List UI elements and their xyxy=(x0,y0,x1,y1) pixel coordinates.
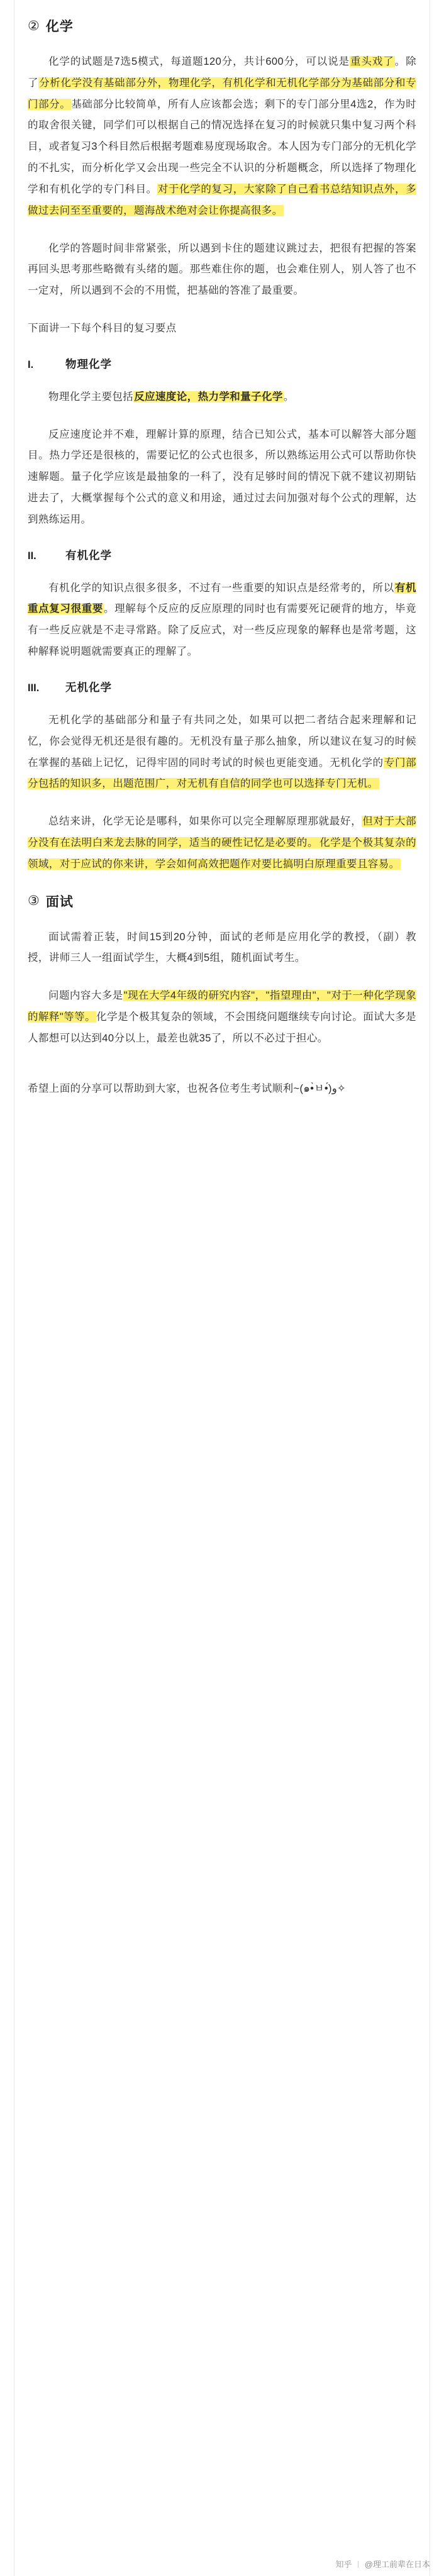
article-content xyxy=(0,0,444,1099)
closing-message: 希望上面的分享可以帮助到大家，也祝各位考生考试顺利~(๑•̀ㅂ•́)و✧ xyxy=(28,1082,346,1094)
subsection-title: 物理化学 xyxy=(65,357,112,370)
paragraph: 面试需着正装，时间15到20分钟，面试的老师是应用化学的教授，（副）教授，讲师三人一组面试学生，大概4到5组，随机面试考生。 xyxy=(28,931,416,964)
highlighted-text: 但对于大部分没有在法明白来龙去脉的同学，适当的硬性记忆是必要的。 xyxy=(28,816,416,848)
highlighted-text: 重头戏了 xyxy=(350,56,394,67)
paragraph: 化学的答题时间非常紧张，所以遇到卡住的题建议跳过去，把很有把握的答案再回头思考那些略微有头绪的题。那些难住你的题，也会难住别人，别人答了也不一定对，所以遇到不会的不用慌，把基础的答准了最重要。 xyxy=(28,242,416,297)
paragraph: 问题内容大多是"现在大学4年级的研究内容"，"指望理由"，"对于一种化学现象的解释"等等。化学是个极其复杂的领域，不会围绕问题继续专向讨论。面试大多是人都想可以达到40分以上，最差也就35了，所以不必过于担心。 xyxy=(28,990,417,1044)
paragraph: 化学的试题是7选5模式，每道题120分，共计600分，可以说是重头戏了。除了分析化学没有基础部分外，物理化学，有机化学和无机化学部分为基础部分和专门部分。基础部分比较简单，所有人应该都会选；剩下的专门部分里4选2，作为时的取舍很关键，同学们可以根据自己的情况选择在复习的时候就只集中复习两个科目，或者复习3个科目然后根据考题难易度现场取舍。本人因为专门部分的无机化学的不扎实，而分析化学又会出现一些完全不认识的分析题概念，所以选择了物理化学和有机化学的专门科目。对于化学的复习，大家除了自己看书总结知识点外，多做过去问至至重要的，题海战术绝对会让你提高很多。 xyxy=(28,56,417,216)
highlighted-text: 化学是个极其复杂的领域，对于应试的你来讲，学会如何高效把题作对要比搞明白原理重要且容易。 xyxy=(28,836,416,870)
paragraph: 反应速度论并不难，理解计算的原理，结合已知公式，基本可以解答大部分题目。热力学还是很核的，需要记忆的公式也很多，所以熟练运用公式可以帮助你快速解题。量子化学应该是最抽象的一科了，没有足够时间的情况下就不建议初期钻进去了，大概掌握每个公式的意义和用途，通过过去问加强对每个公式的理解，达到熟练运用。 xyxy=(28,428,416,525)
highlighted-text: 对于化学的复习，大家除了自己看书总结知识点外，多做过去问至至重要的，题海战术绝对会让你提高很多。 xyxy=(28,183,416,216)
paragraph: 下面讲一下每个科目的复习要点 xyxy=(28,322,177,334)
footer-attribution xyxy=(0,2558,444,2570)
highlighted-text: "现在大学4年级的研究内容"，"指望理由"，"对于一种化学现象的解释"等等。 xyxy=(28,990,416,1023)
section-number: ③ xyxy=(28,894,40,909)
subsection-heading-organic-chemistry xyxy=(28,547,416,563)
zhihu-brand: 知乎 xyxy=(335,2560,352,2569)
section-title: 化学 xyxy=(45,19,74,34)
paragraph: 有机化学的知识点很多很多，不过有一些重要的知识点是经常考的，所以有机重点复习很重要。理解每个反应的反应原理的同时也有需要死记硬背的地方，毕竟有一些反应就是不走寻常路。除了反应式，对一些反应现象的解释也是常考题，这种解释说明题就需要真正的理解了。 xyxy=(28,582,416,658)
section-heading-chemistry xyxy=(28,16,416,35)
highlighted-text: 反应速度论，热力学和量子化学 xyxy=(134,391,283,402)
subsection-number: II. xyxy=(28,550,36,562)
paragraph: 物理化学主要包括反应速度论，热力学和量子化学。 xyxy=(48,391,294,402)
subsection-title: 无机化学 xyxy=(65,680,112,694)
highlighted-text: 分析化学没有基础部分外，物理化学，有机化学和无机化学部分为基础部分和专门部分。 xyxy=(28,77,417,110)
section-heading-interview xyxy=(28,892,416,911)
subsection-heading-inorganic-chemistry xyxy=(28,679,416,695)
subsection-heading-physical-chemistry xyxy=(28,356,416,372)
paragraph: 无机化学的基础部分和量子有共同之处，如果可以把二者结合起来理解和记忆，你会觉得无机还是很有趣的。无机没有量子那么抽象，所以建议在复习的时候在掌握的基础上记忆，记得牢固的同时考试的时候也更能变通。无机化学的专门部分包括的知识多，出题范围广，对无机有自信的同学也可以选择专门无机。 xyxy=(28,714,417,790)
section-chemistry-body xyxy=(28,52,416,340)
footer-author: @理工前辈在日本 xyxy=(364,2560,430,2569)
subsection-title: 有机化学 xyxy=(65,548,112,562)
section-number: ② xyxy=(28,18,40,33)
subsection-number: I. xyxy=(28,358,34,370)
highlighted-text: 有机重点复习很重要 xyxy=(28,582,416,615)
subsection-number: III. xyxy=(28,682,40,694)
paragraph: 总结来讲，化学无论是哪科，如果你可以完全理解原理那就最好，但对于大部分没有在法明白来龙去脉的同学，适当的硬性记忆是必要的。 化学是个极其复杂的领域，对于应试的你来讲，学会如何高效把题作对要比搞明白原理重要且容易。 xyxy=(28,816,416,870)
highlighted-text: 专门部分包括的知识多，出题范围广，对无机有自信的同学也可以选择专门无机。 xyxy=(28,757,417,790)
section-title: 面试 xyxy=(45,894,74,909)
